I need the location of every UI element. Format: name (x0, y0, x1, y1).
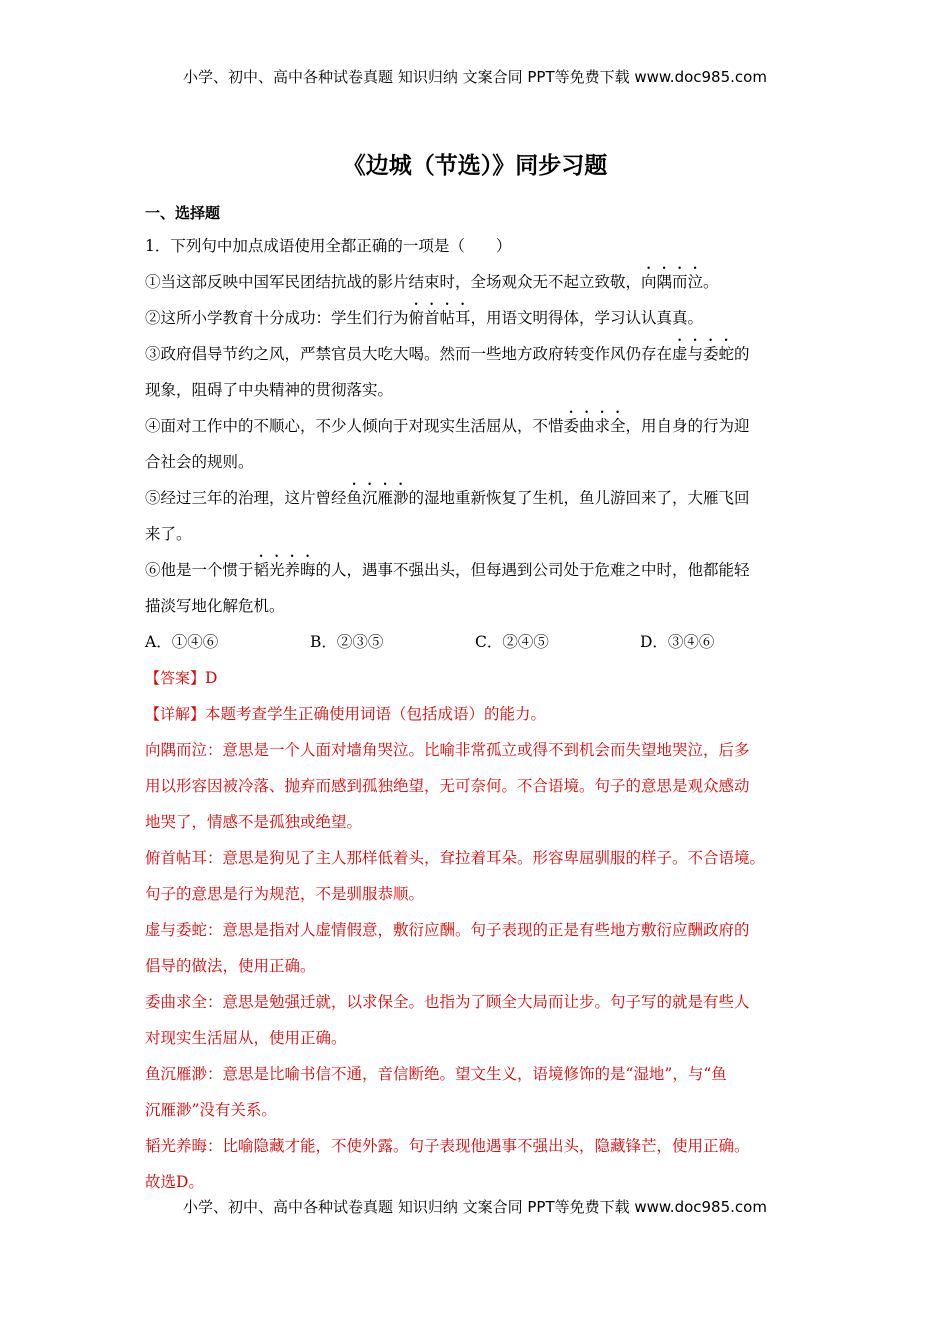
explanation-line: 倡导的做法，使用正确。 (145, 957, 316, 975)
explanation-line: 委曲求全：意思是勉强迁就，以求保全。也指为了顾全大局而让步。句子写的就是有些人 (145, 993, 750, 1011)
explanation-line: 向隅而泣：意思是一个人面对墙角哭泣。比喻非常孤立或得不到机会而失望地哭泣，后多 (145, 741, 750, 759)
explanation-line: 沉雁渺”没有关系。 (145, 1101, 277, 1119)
sentence-2: ②这所小学教育十分成功：学生们行为俯首帖耳，用语文明得体，学习认认真真。 (145, 309, 704, 327)
explanation-line: 地哭了，情感不是孤独或绝望。 (145, 813, 363, 831)
page-footer: 小学、初中、高中各种试卷真题 知识归纳 文案合同 PPT等免费下载 www.doc985.com (183, 1198, 767, 1216)
dotted-idiom: 向隅而泣 (641, 273, 704, 291)
explanation-line: 对现实生活屈从，使用正确。 (145, 1029, 347, 1047)
dotted-idiom: 鱼沉雁渺 (346, 489, 409, 507)
sentence-6-cont: 描淡写地化解危机。 (145, 597, 285, 615)
dotted-idiom: 委曲求全 (563, 417, 626, 435)
question-stem: 1．下列句中加点成语使用全都正确的一项是（ ） (145, 237, 512, 255)
explanation-intro: 【详解】本题考查学生正确使用词语（包括成语）的能力。 (145, 705, 547, 723)
dotted-idiom: 韬光养晦 (253, 561, 316, 579)
dotted-idiom: 俯首帖耳 (408, 309, 471, 327)
answer-line (145, 660, 810, 696)
explanation-line: 鱼沉雁渺：意思是比喻书信不通，音信断绝。望文生义，语境修饰的是“湿地”，与“鱼 (145, 1065, 727, 1083)
explanation-line: 俯首帖耳：意思是狗见了主人那样低着头，耷拉着耳朵。形容卑屈驯服的样子。不合语境。 (145, 849, 766, 867)
dotted-idiom: 虚与委蛇 (672, 345, 735, 363)
option-c: C．②④⑤ (475, 633, 549, 651)
explanation-label: 【详解】 (145, 705, 206, 723)
option-a: A．①④⑥ (145, 633, 219, 651)
sentence-6: ⑥他是一个惯于韬光养晦的人，遇事不强出头，但每遇到公司处于危难之中时，他都能轻 (145, 561, 750, 579)
explanation-line: 用以形容因被冷落、抛弃而感到孤独绝望，无可奈何。不合语境。句子的意思是观众感动 (145, 777, 750, 795)
option-b: B．②③⑤ (310, 633, 384, 651)
sentence-3-cont: 现象，阻碍了中央精神的贯彻落实。 (145, 381, 394, 399)
sentence-5-cont: 来了。 (145, 525, 192, 543)
option-d: D．③④⑥ (640, 633, 715, 651)
sentence-5: ⑤经过三年的治理，这片曾经鱼沉雁渺的湿地重新恢复了生机，鱼儿游回来了，大雁飞回 (145, 489, 750, 507)
explanation-line: 故选D。 (145, 1173, 204, 1191)
sentence-1: ①当这部反映中国军民团结抗战的影片结束时，全场观众无不起立致敬，向隅而泣。 (145, 273, 719, 291)
answer-value: D (205, 669, 218, 687)
explanation-line: 句子的意思是行为规范，不是驯服恭顺。 (145, 885, 425, 903)
answer-options (145, 624, 810, 660)
document-body (145, 198, 810, 1200)
answer-label: 【答案】 (145, 669, 206, 687)
page-title: 《边城（节选）》同步习题 (342, 153, 608, 179)
explanation-line: 韬光养晦：比喻隐藏才能，不使外露。句子表现他遇事不强出头，隐藏锋芒，使用正确。 (145, 1137, 750, 1155)
sentence-3: ③政府倡导节约之风，严禁官员大吃大喝。然而一些地方政府转变作风仍存在虚与委蛇的 (145, 345, 750, 363)
page-header: 小学、初中、高中各种试卷真题 知识归纳 文案合同 PPT等免费下载 www.doc985.com (183, 68, 767, 86)
sentence-4-cont: 合社会的规则。 (145, 453, 254, 471)
section-heading: 一、选择题 (145, 204, 221, 222)
explanation-line: 虚与委蛇：意思是指对人虚情假意，敷衍应酬。句子表现的正是有些地方敷衍应酬政府的 (145, 921, 750, 939)
sentence-4: ④面对工作中的不顺心，不少人倾向于对现实生活屈从，不惜委曲求全，用自身的行为迎 (145, 417, 750, 435)
